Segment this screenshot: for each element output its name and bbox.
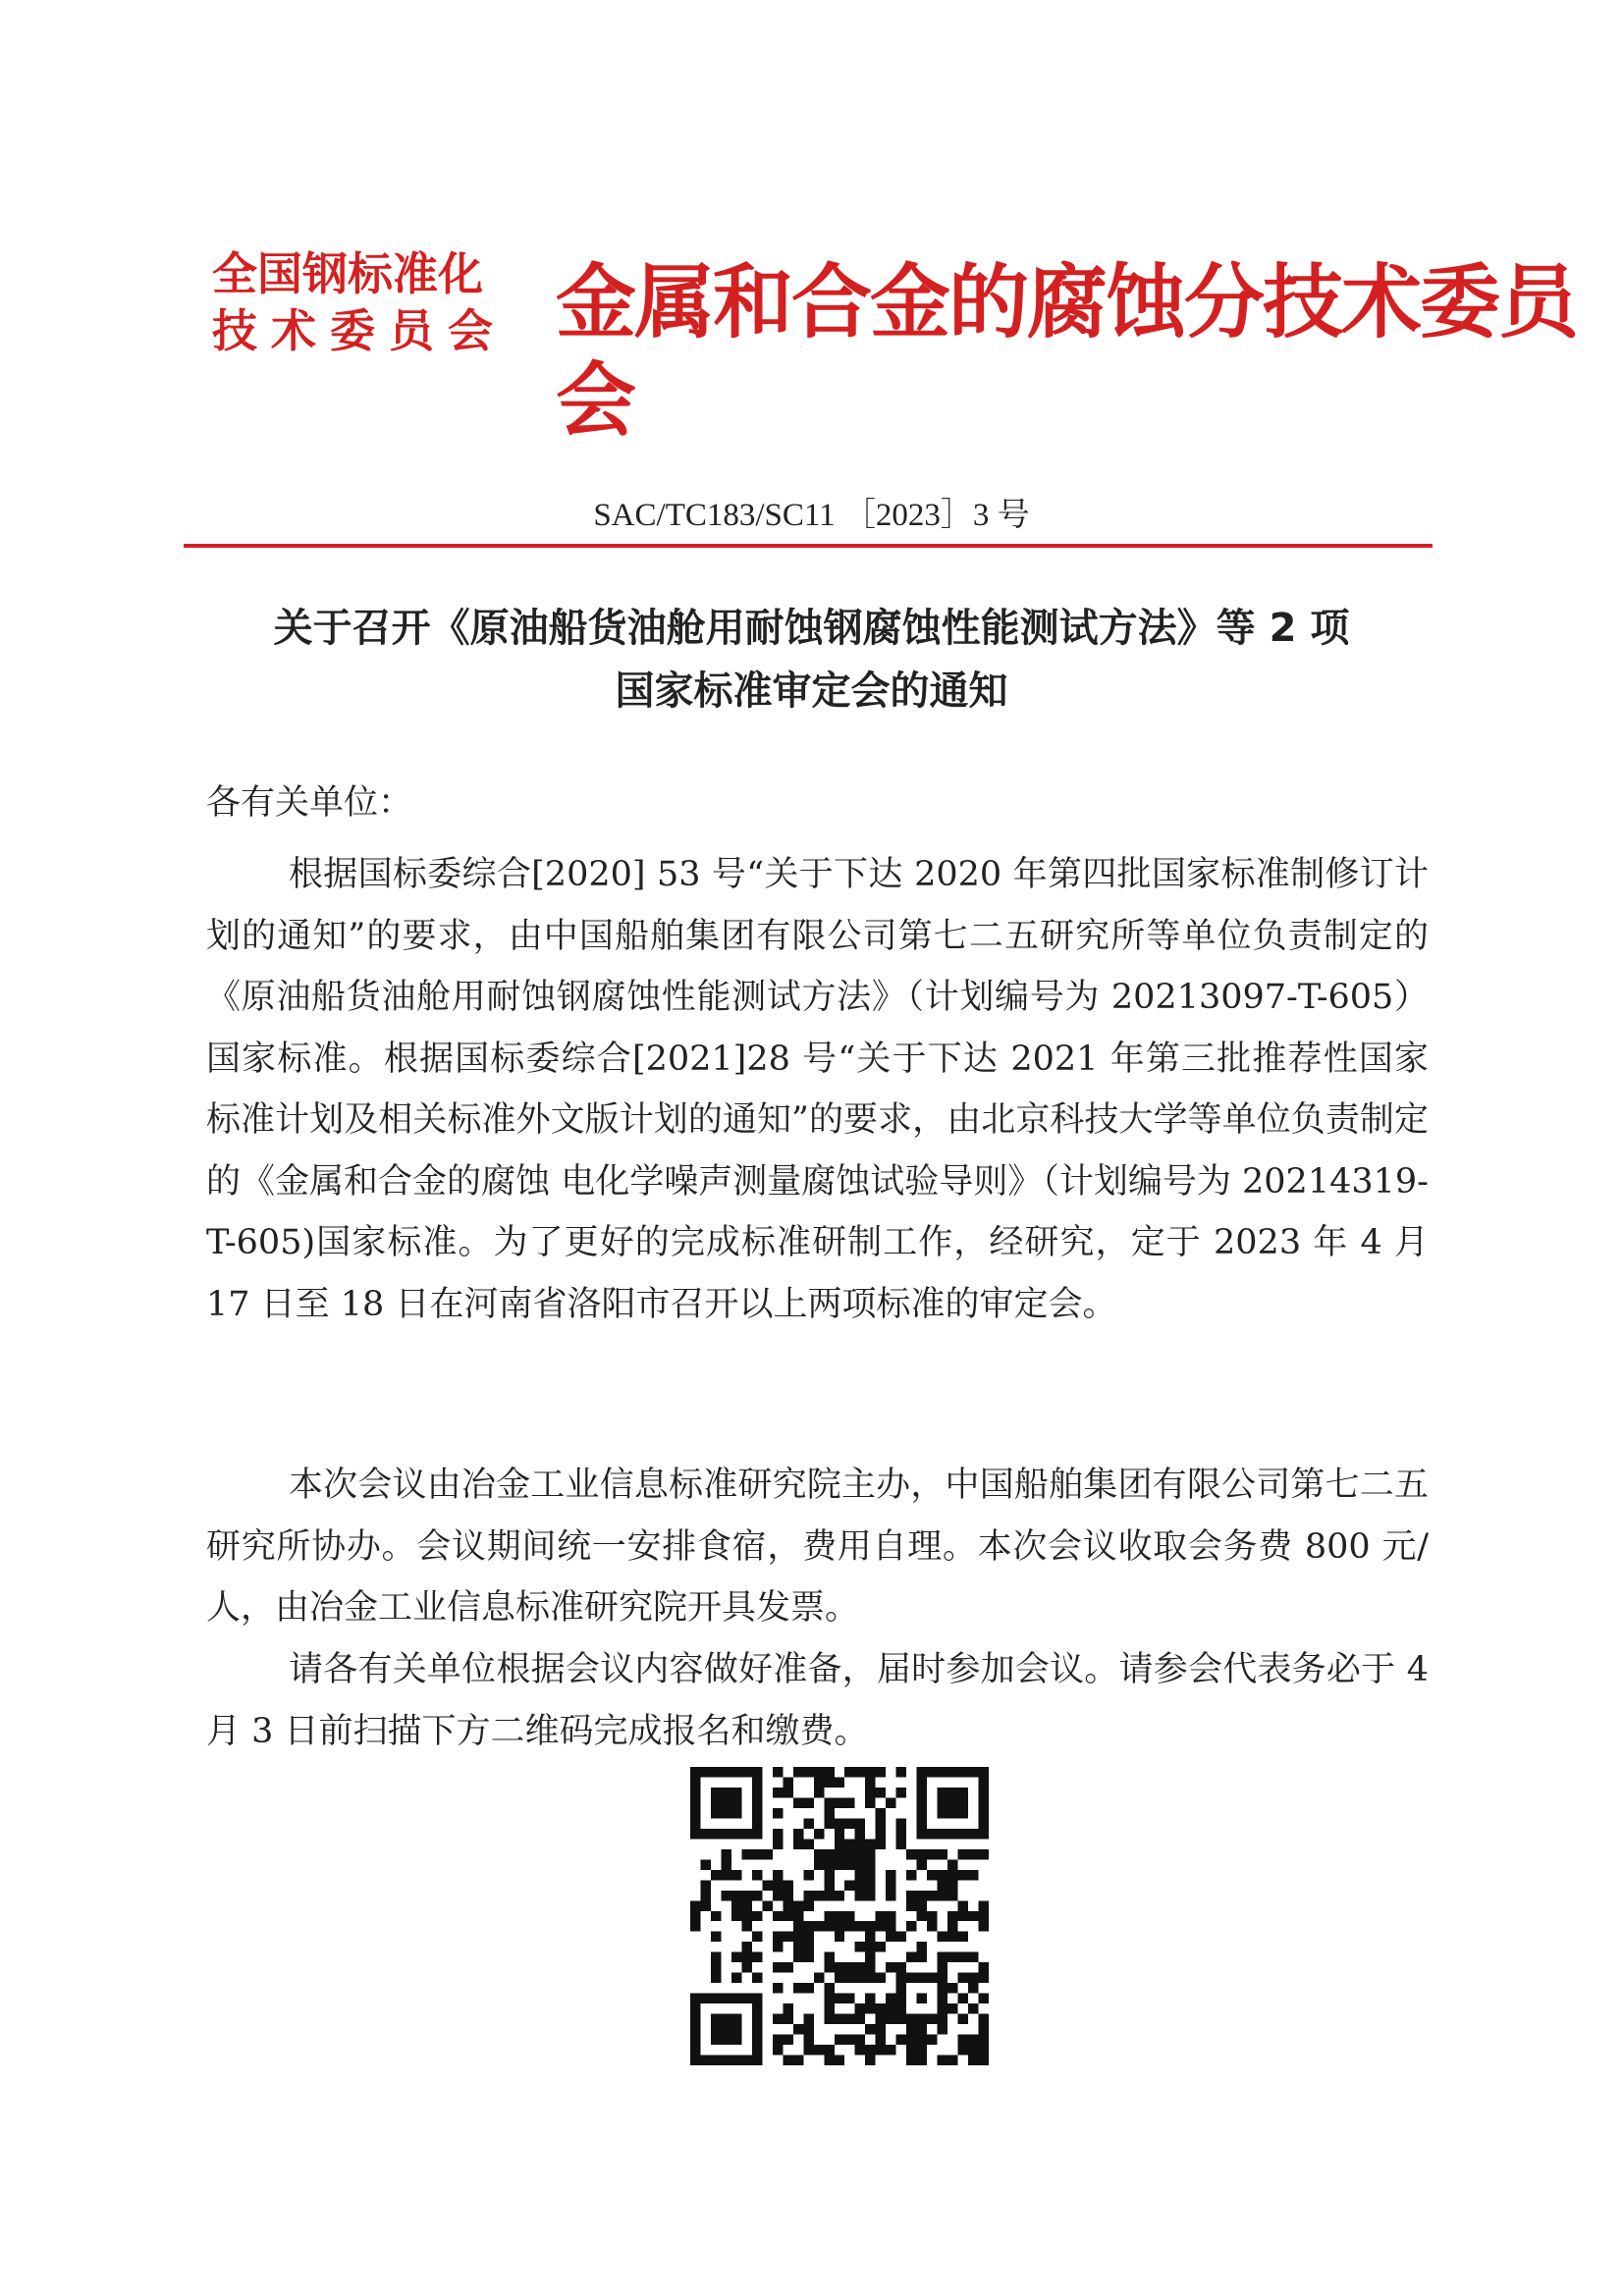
body-paragraph-2: 本次会议由冶金工业信息标准研究院主办，中国船舶集团有限公司第七二五研究所协办。会议期间统一安排食宿，费用自理。本次会议收取会务费 800 元/人，由冶金工业信息标准研究院开具发票。 bbox=[206, 1466, 1429, 1628]
committee-name bbox=[212, 245, 526, 359]
committee-name-line1: 全国钢标准化 bbox=[212, 247, 483, 300]
qr-code-icon[interactable] bbox=[690, 1767, 989, 2065]
salutation: 各有关单位： bbox=[206, 783, 413, 823]
subcommittee-name: 金属和合金的腐蚀分技术委员会 bbox=[556, 255, 1578, 448]
body-paragraph-1: 根据国标委综合[2020] 53 号“关于下达 2020 年第四批国家标准制修订计划的通知”的要求，由中国船舶集团有限公司第七二五研究所等单位负责制定的《原油船货油舱用耐蚀钢腐蚀性能测试方法》（计划编号为 20213097-T-605）国家标准。根据国标委综合[2021]28 号“关于下达 2021 年第三批推荐性国家标准计划及相关标准外文版计划的通知”的要求，由北京科技大学等单位负责制定的《金属和合金的腐蚀 电化学噪声测量腐蚀试验导则》（计划编号为 20214319-T-605)国家标准。为了更好的完成标准研制工作，经研究，定于 2023 年 4 月 17 日至 18 日在河南省洛阳市召开以上两项标准的审定会。 bbox=[206, 855, 1429, 1324]
notice-title-line1: 关于召开《原油船货油舱用耐蚀钢腐蚀性能测试方法》等 2 项 bbox=[273, 606, 1350, 651]
header-divider bbox=[184, 544, 1433, 548]
body-paragraph-3: 请各有关单位根据会议内容做好准备，届时参加会议。请参会代表务必于 4 月 3 日前扫描下方二维码完成报名和缴费。 bbox=[206, 1650, 1429, 1751]
document-number: SAC/TC183/SC11 ［2023］3 号 bbox=[593, 498, 1030, 533]
committee-name-line2: 技术委员会 bbox=[212, 304, 507, 357]
notice-title-line2: 国家标准审定会的通知 bbox=[615, 668, 1008, 714]
